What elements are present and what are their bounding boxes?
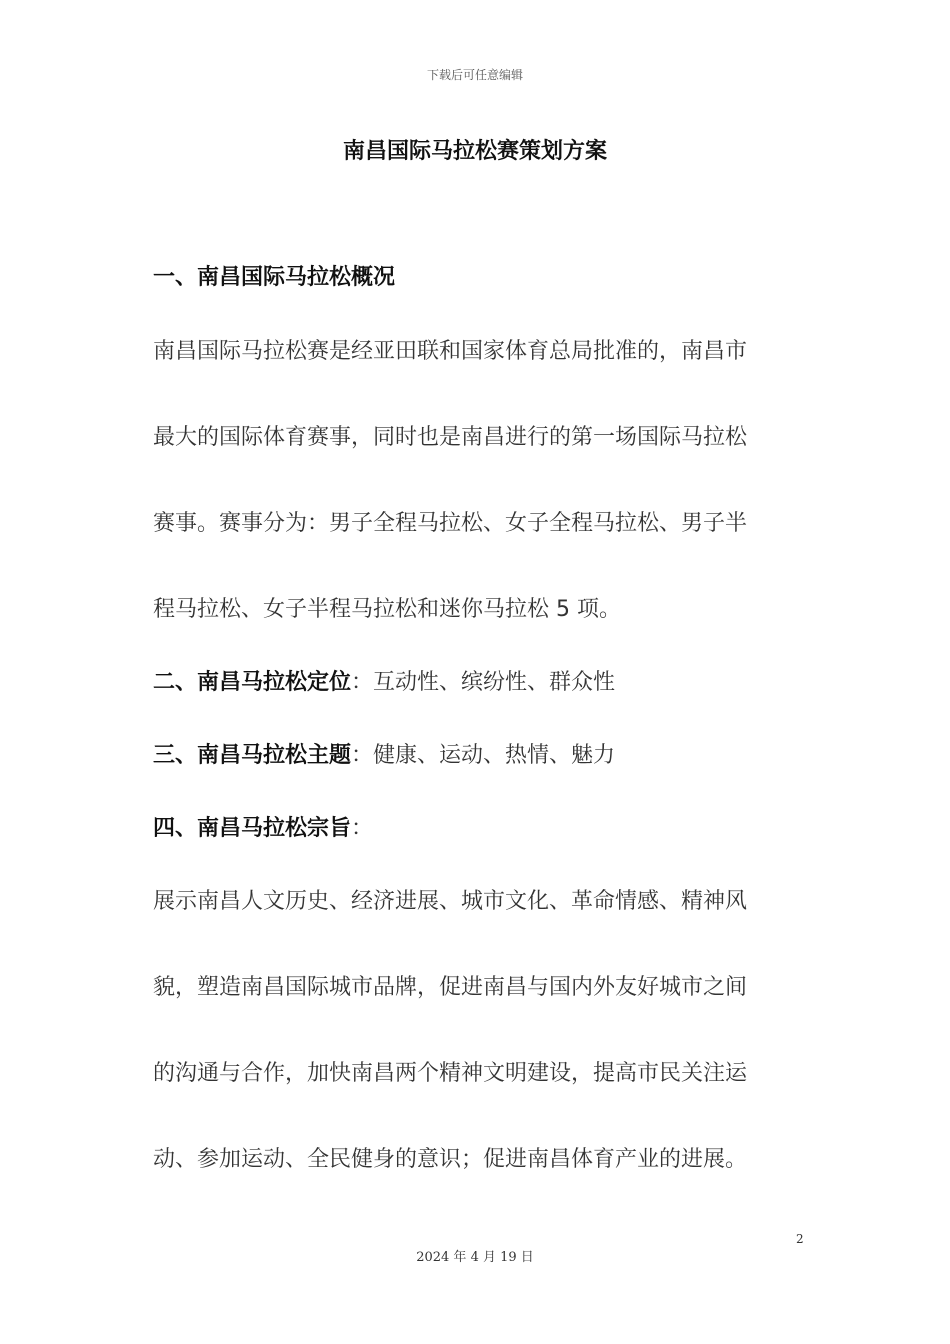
- footer-date: 2024 年 4 月 19 日: [416, 1250, 534, 1265]
- theme-label: 三、南昌马拉松主题: [153, 743, 352, 768]
- paragraph-line: 动、参加运动、全民健身的意识；促进南昌体育产业的进展。: [153, 1147, 748, 1172]
- purpose-row: [153, 809, 783, 849]
- paragraph-line: 程马拉松、女子半程马拉松和迷你马拉松 5 项。: [153, 597, 621, 622]
- purpose-label: 四、南昌马拉松宗旨: [153, 816, 352, 841]
- positioning-row: [153, 663, 783, 703]
- paragraph-line: 貌，塑造南昌国际城市品牌，促进南昌与国内外友好城市之间: [153, 975, 748, 1000]
- document-title: 南昌国际马拉松赛策划方案: [342, 139, 607, 164]
- purpose-colon: ：: [351, 816, 374, 841]
- document-body: [153, 258, 783, 1180]
- page-number: 2: [796, 1232, 804, 1246]
- paragraph-line: 南昌国际马拉松赛是经亚田联和国家体育总局批准的，南昌市: [153, 339, 748, 364]
- paragraph-line: 最大的国际体育赛事，同时也是南昌进行的第一场国际马拉松: [153, 425, 748, 450]
- paragraph-line: 的沟通与合作，加快南昌两个精神文明建设，提高市民关注运: [153, 1061, 748, 1086]
- theme-row: [153, 736, 783, 776]
- theme-value: ：健康、运动、热情、魅力: [351, 743, 616, 768]
- paragraph-line: 赛事。赛事分为：男子全程马拉松、女子全程马拉松、男子半: [153, 511, 748, 536]
- positioning-label: 二、南昌马拉松定位: [153, 670, 352, 695]
- overview-paragraph: [153, 332, 783, 630]
- positioning-value: ：互动性、缤纷性、群众性: [351, 670, 616, 695]
- section-heading-overview: 一、南昌国际马拉松概况: [153, 265, 396, 290]
- header-note: 下载后可任意编辑: [426, 68, 523, 82]
- paragraph-line: 展示南昌人文历史、经济进展、城市文化、革命情感、精神风: [153, 889, 748, 914]
- purpose-paragraph: [153, 882, 783, 1180]
